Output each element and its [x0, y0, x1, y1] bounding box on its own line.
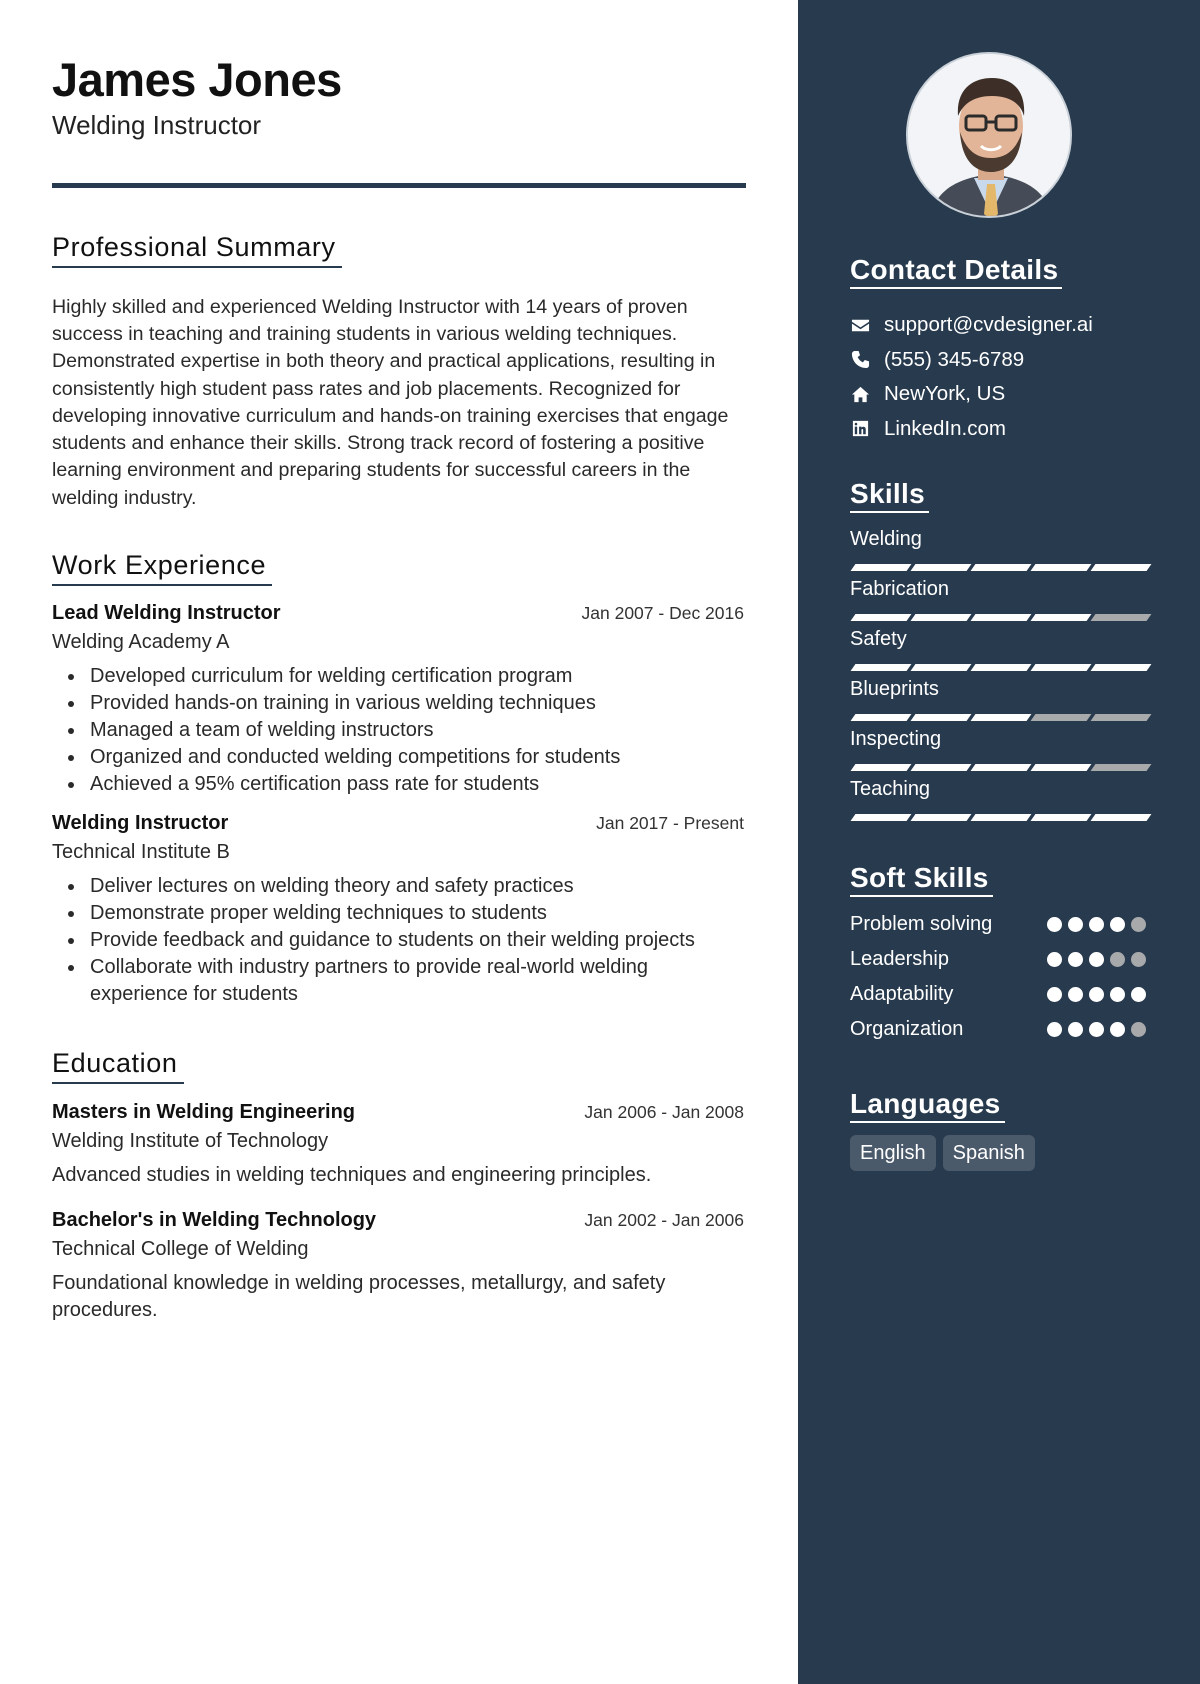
- skill-item: [850, 526, 1150, 576]
- education-description: Foundational knowledge in welding processes, metallurgy, and safety procedures.: [52, 1272, 666, 1322]
- job-organization: Technical Institute B: [52, 841, 230, 864]
- phone-icon: [850, 350, 870, 370]
- job-role: Lead Welding Instructor: [52, 602, 281, 625]
- contact-linkedin-text: LinkedIn.com: [884, 416, 1006, 440]
- skill-level-segment: [1031, 814, 1092, 821]
- rating-dot: [1131, 952, 1146, 967]
- work-experience-heading: Work Experience: [52, 550, 272, 586]
- job-entry: [52, 602, 744, 798]
- soft-skill-rating: [1047, 917, 1146, 932]
- language-chip: Spanish: [943, 1135, 1035, 1171]
- skill-level-segment: [1091, 814, 1152, 821]
- languages-heading: Languages: [850, 1088, 1005, 1123]
- rating-dot: [1110, 952, 1125, 967]
- skill-level-bar: [850, 814, 1150, 821]
- skill-level-segment: [911, 564, 972, 571]
- rating-dot: [1110, 987, 1125, 1002]
- skill-item: [850, 726, 1150, 776]
- job-bullet: Managed a team of welding instructors: [90, 717, 744, 744]
- job-organization: Welding Academy A: [52, 631, 230, 654]
- soft-skill-name: Leadership: [850, 948, 949, 970]
- skill-level-segment: [1031, 764, 1092, 771]
- skill-level-segment: [911, 814, 972, 821]
- envelope-icon: [850, 315, 870, 335]
- candidate-name: James Jones: [52, 53, 342, 106]
- rating-dot: [1068, 917, 1083, 932]
- skills-list: [850, 526, 1150, 826]
- education-school: Technical College of Welding: [52, 1238, 309, 1261]
- rating-dot: [1131, 987, 1146, 1002]
- skill-level-segment: [851, 564, 912, 571]
- rating-dot: [1047, 917, 1062, 932]
- skill-item: [850, 676, 1150, 726]
- rating-dot: [1089, 952, 1104, 967]
- job-dates: Jan 2017 - Present: [596, 813, 744, 834]
- linkedin-icon: [850, 419, 870, 439]
- job-entry: [52, 812, 744, 1008]
- rating-dot: [1089, 917, 1104, 932]
- job-bullet: Collaborate with industry partners to provide real-world welding experience for students: [90, 954, 744, 1008]
- skill-level-segment: [971, 714, 1032, 721]
- soft-skill-name: Adaptability: [850, 983, 954, 1005]
- contact-list: [850, 308, 1150, 446]
- soft-skill-item: [850, 1012, 1146, 1047]
- skill-level-segment: [851, 614, 912, 621]
- skill-level-segment: [1031, 714, 1092, 721]
- education-entry: [52, 1209, 744, 1324]
- skill-item: [850, 576, 1150, 626]
- skill-name: Welding: [850, 528, 922, 550]
- skill-level-segment: [971, 664, 1032, 671]
- job-bullet: Deliver lectures on welding theory and safety practices: [90, 873, 744, 900]
- job-bullets: [52, 873, 744, 1008]
- soft-skill-item: [850, 907, 1146, 942]
- skill-level-segment: [1091, 564, 1152, 571]
- skill-level-segment: [851, 664, 912, 671]
- contact-phone[interactable]: [850, 343, 1150, 378]
- skill-name: Inspecting: [850, 728, 942, 750]
- job-bullet: Provide feedback and guidance to students on their welding projects: [90, 927, 744, 954]
- contact-linkedin[interactable]: [850, 412, 1150, 447]
- education-school: Welding Institute of Technology: [52, 1130, 329, 1153]
- skill-level-segment: [1091, 764, 1152, 771]
- rating-dot: [1068, 987, 1083, 1002]
- soft-skills-list: [850, 907, 1146, 1047]
- contact-location: [850, 377, 1150, 412]
- job-bullet: Provided hands-on training in various welding techniques: [90, 690, 744, 717]
- soft-skill-item: [850, 942, 1146, 977]
- candidate-title: Welding Instructor: [52, 109, 262, 140]
- skill-level-segment: [1091, 614, 1152, 621]
- job-bullet: Developed curriculum for welding certification program: [90, 663, 744, 690]
- contact-email-text: support@cvdesigner.ai: [884, 313, 1093, 337]
- skill-level-segment: [971, 814, 1032, 821]
- education-description: Advanced studies in welding techniques and engineering principles.: [52, 1164, 652, 1187]
- education-degree: Masters in Welding Engineering: [52, 1101, 356, 1124]
- rating-dot: [1047, 1022, 1062, 1037]
- profile-portrait-icon: [908, 54, 1072, 218]
- skill-name: Teaching: [850, 778, 931, 800]
- skill-name: Fabrication: [850, 578, 949, 600]
- education-degree: Bachelor's in Welding Technology: [52, 1209, 377, 1232]
- job-bullet: Organized and conducted welding competitions for students: [90, 744, 744, 771]
- skill-level-bar: [850, 764, 1150, 771]
- rating-dot: [1068, 1022, 1083, 1037]
- education-dates: Jan 2002 - Jan 2006: [584, 1210, 744, 1231]
- skill-level-segment: [1031, 664, 1092, 671]
- skill-item: [850, 626, 1150, 676]
- soft-skill-name: Organization: [850, 1018, 964, 1040]
- soft-skill-rating: [1047, 987, 1146, 1002]
- education-dates: Jan 2006 - Jan 2008: [584, 1102, 744, 1123]
- skill-level-segment: [911, 714, 972, 721]
- contact-location-text: NewYork, US: [884, 382, 1006, 406]
- skill-level-segment: [1091, 714, 1152, 721]
- soft-skill-item: [850, 977, 1146, 1012]
- rating-dot: [1131, 1022, 1146, 1037]
- languages-list: [850, 1135, 1035, 1171]
- summary-text: Highly skilled and experienced Welding Instructor with 14 years of proven success in teaching and training students in various welding techniques. Demonstrated expertise in both theory and practical applications, resulting in consistently high student pass rates and job placements. Recognized for developing innovative curriculum and hands-on training exercises that engage students and enhance their skills. Strong track record of fostering a positive learning environment and preparing students for successful careers in the welding industry.: [52, 295, 729, 509]
- job-role: Welding Instructor: [52, 812, 229, 835]
- skill-level-bar: [850, 564, 1150, 571]
- job-bullet: Demonstrate proper welding techniques to students: [90, 900, 744, 927]
- education-entry: [52, 1101, 744, 1189]
- language-chip: English: [850, 1135, 936, 1171]
- soft-skill-rating: [1047, 1022, 1146, 1037]
- skill-item: [850, 776, 1150, 826]
- skill-level-bar: [850, 714, 1150, 721]
- skill-level-segment: [1031, 564, 1092, 571]
- sidebar: [798, 0, 1200, 1684]
- job-dates: Jan 2007 - Dec 2016: [581, 603, 744, 624]
- skill-level-segment: [851, 764, 912, 771]
- rating-dot: [1131, 917, 1146, 932]
- rating-dot: [1047, 952, 1062, 967]
- rating-dot: [1089, 987, 1104, 1002]
- contact-email[interactable]: [850, 308, 1150, 343]
- skill-level-segment: [971, 764, 1032, 771]
- soft-skills-heading: Soft Skills: [850, 862, 993, 897]
- soft-skill-rating: [1047, 952, 1146, 967]
- job-bullets: [52, 663, 744, 798]
- skill-level-segment: [851, 814, 912, 821]
- header-divider: [52, 183, 746, 188]
- skill-level-segment: [971, 614, 1032, 621]
- skill-level-segment: [911, 664, 972, 671]
- rating-dot: [1110, 917, 1125, 932]
- rating-dot: [1110, 1022, 1125, 1037]
- rating-dot: [1089, 1022, 1104, 1037]
- skill-level-segment: [911, 614, 972, 621]
- skill-level-bar: [850, 664, 1150, 671]
- skill-level-segment: [851, 714, 912, 721]
- skill-level-segment: [971, 564, 1032, 571]
- contact-heading: Contact Details: [850, 254, 1062, 289]
- skill-name: Safety: [850, 628, 907, 650]
- soft-skill-name: Problem solving: [850, 913, 993, 935]
- home-icon: [850, 384, 870, 404]
- job-bullet: Achieved a 95% certification pass rate for students: [90, 771, 744, 798]
- skill-level-segment: [911, 764, 972, 771]
- skill-name: Blueprints: [850, 678, 939, 700]
- profile-photo: [906, 52, 1072, 218]
- skill-level-bar: [850, 614, 1150, 621]
- education-heading: Education: [52, 1048, 184, 1084]
- rating-dot: [1047, 987, 1062, 1002]
- skill-level-segment: [1031, 614, 1092, 621]
- contact-phone-text: (555) 345-6789: [884, 347, 1025, 371]
- skill-level-segment: [1091, 664, 1152, 671]
- skills-heading: Skills: [850, 478, 929, 513]
- rating-dot: [1068, 952, 1083, 967]
- summary-heading: Professional Summary: [52, 232, 342, 268]
